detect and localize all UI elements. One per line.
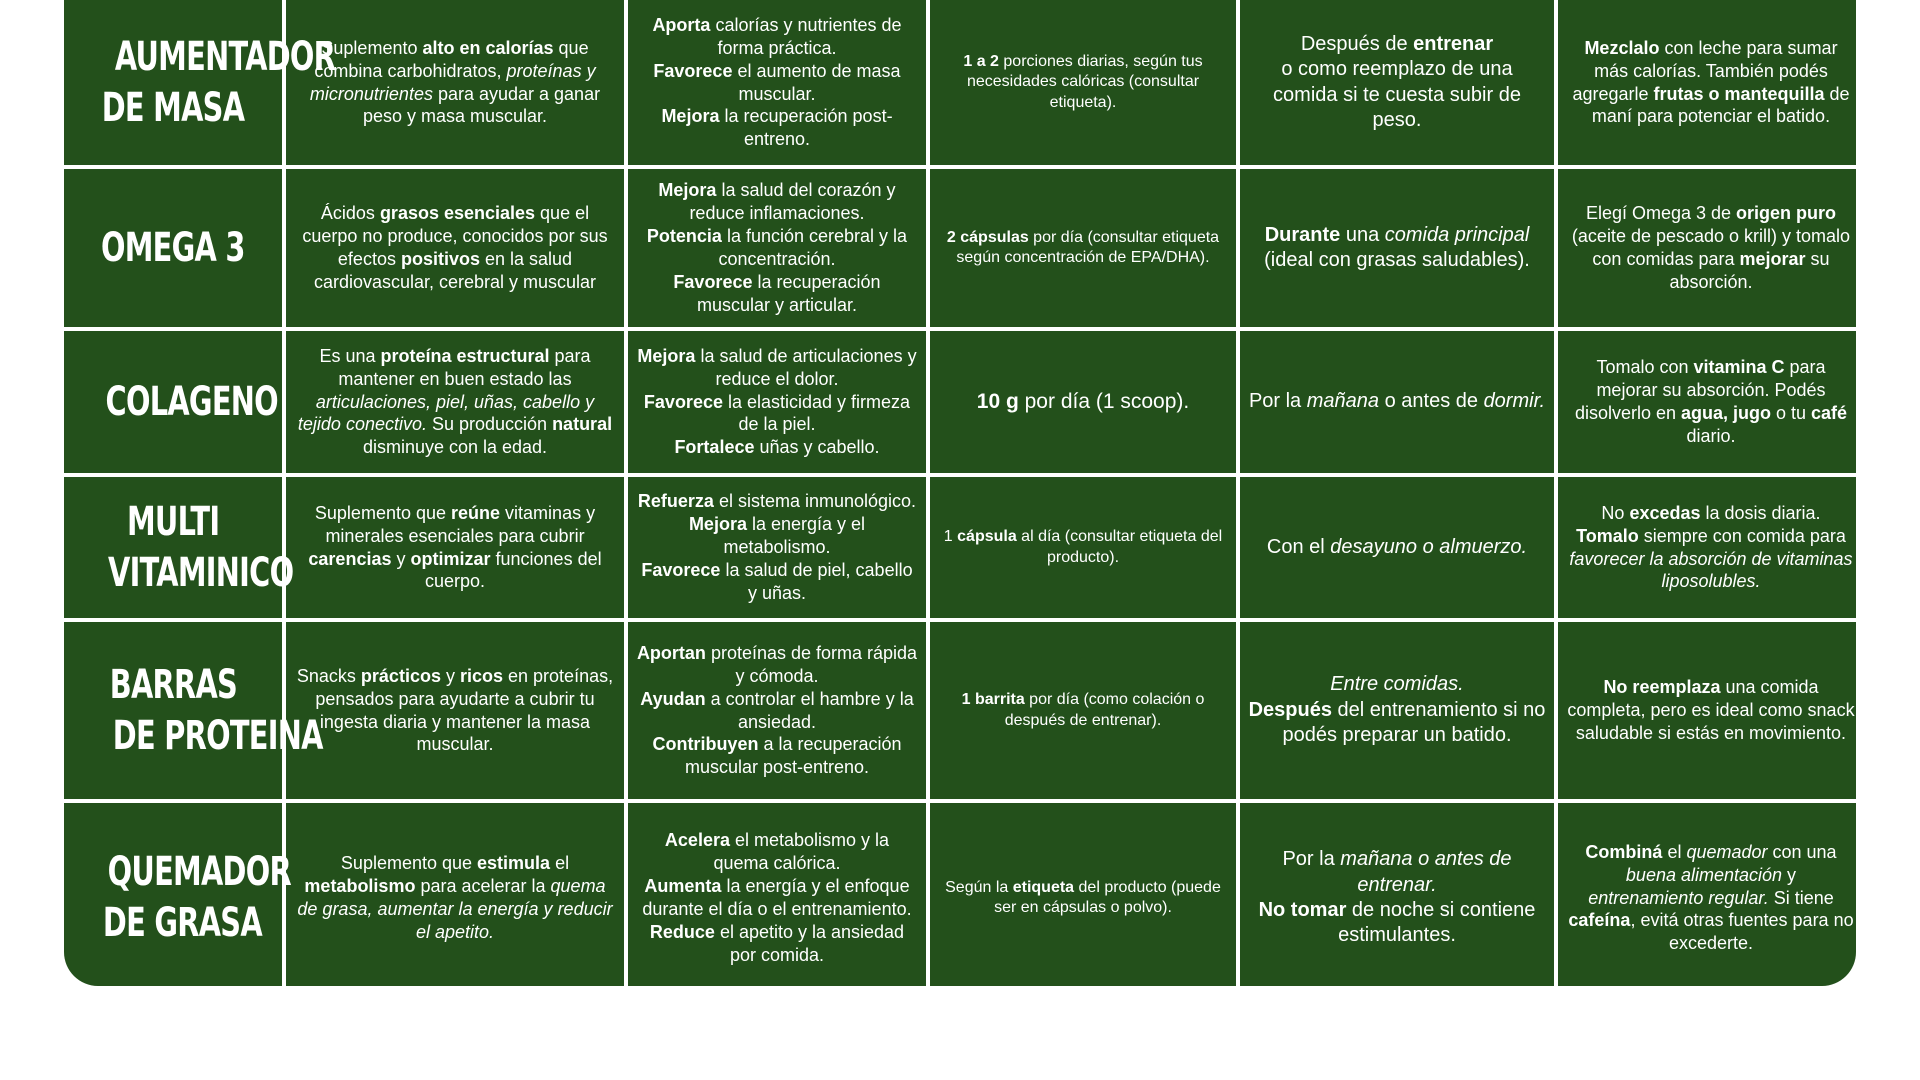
text-run: por día (1 scoop).	[1018, 389, 1190, 413]
text-run: mejorar	[1739, 249, 1806, 269]
text-run: que el cuerpo no produce, conocidos por sus efectos	[302, 203, 608, 269]
text-run: uñas y cabello.	[754, 437, 880, 458]
supplement-name-cell	[64, 622, 323, 799]
cell-line	[294, 345, 616, 459]
supplement-name-cell	[64, 803, 291, 986]
cell-line	[1566, 37, 1856, 128]
text-run: Durante	[1264, 223, 1341, 246]
cell-line	[1566, 525, 1856, 594]
description-cell	[286, 803, 624, 986]
table-row-quemador-de-grasa	[64, 803, 1856, 986]
text-run: la salud del corazón y reduce inflamaciones.	[689, 180, 896, 224]
benefits-cell	[628, 477, 926, 618]
text-run: proteínas de forma rápida y cómoda.	[705, 642, 918, 686]
supplement-name-cell	[64, 0, 336, 165]
cell-line	[636, 105, 918, 151]
cell-line	[636, 60, 918, 106]
benefits-cell	[628, 622, 926, 799]
table-row-colageno	[64, 331, 1856, 473]
text-run: para mejorar su absorción. Podés disolverlo en	[1574, 357, 1826, 423]
timing-cell	[1240, 622, 1554, 799]
text-run: Acelera	[664, 830, 730, 851]
cell-line	[636, 875, 918, 921]
text-run: Refuerza	[637, 491, 714, 512]
text-run: entrenar	[1413, 32, 1494, 55]
text-run: Favorece	[653, 60, 733, 81]
text-run: Potencia	[646, 226, 722, 247]
tips-cell	[1558, 803, 1856, 986]
supplement-name-text: BARRAS	[109, 661, 237, 708]
cell-line	[294, 37, 616, 128]
cell-line	[636, 559, 918, 605]
text-run: el sistema inmunológico.	[713, 491, 917, 512]
text-run: proteína estructural	[380, 345, 550, 366]
cell-line	[636, 829, 918, 875]
text-run: la salud de piel, cabello y uñas.	[720, 559, 913, 603]
text-run: comida principal	[1384, 223, 1530, 246]
text-run: del entrenamiento si no podés preparar un batido.	[1282, 698, 1546, 747]
text-run: Si tiene	[1768, 887, 1834, 908]
cell-line	[636, 642, 918, 688]
text-run: (ideal con grasas saludables).	[1264, 249, 1530, 271]
supplement-name-text: MULTI	[126, 498, 220, 545]
supplement-name-cell	[64, 331, 282, 473]
cell-line	[1248, 223, 1546, 274]
cell-line	[636, 225, 918, 271]
cell-line	[1566, 676, 1856, 745]
text-run: del producto (puede ser en cápsulas o polvo).	[994, 878, 1221, 916]
timing-cell	[1240, 0, 1554, 165]
text-run: o tu	[1771, 403, 1812, 423]
text-run: Aportan	[636, 642, 706, 663]
text-run: favorecer la absorción de vitaminas liposolubles.	[1569, 548, 1853, 592]
timing-cell	[1240, 331, 1554, 473]
text-run: 10 g	[976, 389, 1019, 413]
supplement-name-line	[72, 660, 274, 711]
text-run: natural	[552, 414, 613, 435]
text-run: y	[391, 548, 411, 569]
text-run: a controlar el hambre y la ansiedad.	[705, 688, 914, 732]
cell-line	[938, 389, 1228, 416]
supplement-table	[64, 0, 1856, 986]
supplement-table-body	[64, 0, 1856, 986]
text-run: 1 barrita	[961, 691, 1025, 709]
description-cell	[286, 477, 624, 618]
supplement-name-line	[72, 377, 278, 428]
text-run: (aceite de pescado o krill) y tomalo con comidas para	[1571, 226, 1851, 269]
text-run: Combiná	[1585, 841, 1663, 862]
cell-line	[1248, 698, 1546, 749]
supplement-name-cell	[64, 477, 294, 618]
text-run: una	[1340, 223, 1385, 246]
text-run: Aporta	[652, 14, 711, 35]
text-run: de maní para potenciar el batido.	[1591, 83, 1850, 127]
text-run: por día (consultar etiqueta según concentración de EPA/DHA).	[956, 228, 1220, 266]
supplement-name-text: QUEMADOR	[107, 849, 291, 896]
text-run: reúne	[451, 502, 501, 523]
supplement-name-line	[72, 32, 336, 83]
text-run: cafeína	[1568, 910, 1631, 931]
text-run: No reemplaza	[1603, 677, 1721, 698]
text-run: quemador	[1686, 841, 1768, 862]
text-run: la salud de articulaciones y reduce el dolor.	[695, 345, 917, 389]
text-run: Reduce	[649, 921, 715, 942]
tips-cell	[1558, 0, 1856, 165]
text-run: , evitá otras fuentes para no excederte.	[1630, 910, 1854, 954]
text-run: dormir.	[1483, 390, 1546, 413]
cell-line	[1248, 57, 1546, 133]
dose-cell	[930, 803, 1236, 986]
tips-cell	[1558, 622, 1856, 799]
benefits-cell	[628, 803, 926, 986]
text-run: la elasticidad y firmeza de la piel.	[722, 391, 911, 435]
text-run: el metabolismo y la quema calórica.	[713, 830, 890, 874]
text-run: café	[1811, 403, 1848, 423]
description-cell	[286, 622, 624, 799]
cell-line	[1248, 32, 1546, 57]
text-run: articulaciones, piel, uñas, cabello y tejido conectivo.	[297, 391, 595, 435]
text-run: Ácidos	[320, 203, 380, 224]
text-run: a la recuperación muscular post-entreno.	[684, 734, 902, 778]
cell-line	[938, 878, 1228, 919]
supplement-name-line	[72, 548, 294, 599]
tips-cell	[1558, 169, 1856, 327]
text-run: Tomalo con	[1596, 357, 1694, 378]
cell-line	[636, 921, 918, 967]
text-run: Favorece	[641, 559, 721, 580]
description-cell	[286, 169, 624, 327]
text-run: calorías y nutrientes de forma práctica.	[710, 14, 902, 58]
cell-line	[636, 688, 918, 734]
text-run: con una	[1767, 841, 1837, 862]
benefits-cell	[628, 0, 926, 165]
supplement-table-container	[64, 0, 1856, 986]
text-run: ricos	[459, 665, 504, 686]
text-run: Suplemento	[321, 37, 423, 58]
text-run: desayuno o almuerzo.	[1330, 535, 1528, 558]
cell-line	[294, 852, 616, 943]
supplement-name-cell	[64, 169, 282, 327]
text-run: etiqueta	[1012, 878, 1075, 896]
text-run: estimula	[477, 853, 551, 874]
text-run: mañana	[1306, 390, 1380, 413]
cell-line	[636, 391, 918, 437]
supplement-name-line	[72, 83, 274, 134]
text-run: frutas o mantequilla	[1653, 83, 1825, 104]
text-run: siempre con comida para	[1638, 525, 1846, 546]
cell-line	[1566, 202, 1856, 293]
text-run: o antes de	[1379, 390, 1484, 413]
text-run: Mejora	[658, 180, 717, 201]
text-run: Fortalece	[674, 437, 755, 458]
text-run: Mejora	[637, 345, 696, 366]
text-run: la recuperación muscular y articular.	[696, 271, 881, 315]
text-run: Entre comidas.	[1330, 673, 1464, 696]
description-cell	[286, 331, 624, 473]
timing-cell	[1240, 169, 1554, 327]
supplement-name-text: DE GRASA	[102, 900, 262, 946]
text-run: mañana o antes de entrenar.	[1340, 848, 1512, 896]
cell-line	[1566, 356, 1856, 447]
text-run: Después de	[1300, 32, 1414, 55]
text-run: el	[1662, 841, 1687, 862]
cell-line	[636, 490, 918, 513]
cell-line	[1248, 672, 1546, 697]
cell-line	[294, 502, 616, 593]
table-row-omega-3	[64, 169, 1856, 327]
cell-line	[636, 733, 918, 779]
text-run: buena alimentación	[1625, 864, 1783, 885]
table-row-barras-de-proteina	[64, 622, 1856, 799]
text-run: de noche si contiene estimulantes.	[1338, 899, 1536, 947]
cell-line	[938, 228, 1228, 269]
text-run: diario.	[1686, 425, 1736, 446]
text-run: Snacks	[296, 665, 361, 686]
text-run: porciones diarias, según tus necesidades calóricas (consultar etiqueta).	[966, 53, 1203, 111]
text-run: la energía y el metabolismo.	[723, 514, 866, 558]
dose-cell	[930, 622, 1236, 799]
text-run: Por la	[1282, 848, 1341, 871]
supplement-name-text: DE MASA	[101, 84, 245, 131]
text-run: para acelerar la	[415, 876, 551, 897]
cell-line	[636, 513, 918, 559]
text-run: cápsula	[957, 528, 1017, 546]
text-run: vitamina C	[1693, 357, 1785, 378]
supplement-name-text: DE PROTEINA	[112, 712, 323, 759]
text-run: la recuperación post-entreno.	[719, 106, 893, 150]
text-run: su absorción.	[1669, 249, 1830, 292]
tips-cell	[1558, 331, 1856, 473]
text-run: prácticos	[360, 665, 441, 686]
text-run: Elegí Omega 3 de	[1585, 203, 1737, 224]
text-run: la función cerebral y la concentración.	[718, 226, 908, 269]
text-run: Después	[1248, 698, 1332, 721]
text-run: Su producción	[426, 414, 553, 435]
text-run: Ayudan	[640, 688, 706, 709]
supplement-name-line	[72, 898, 274, 949]
timing-cell	[1240, 803, 1554, 986]
text-run: origen puro	[1736, 203, 1837, 224]
description-cell	[286, 0, 624, 165]
text-run: la energía y el enfoque durante el día o el entrenamiento.	[642, 876, 912, 919]
supplement-name-text: OMEGA 3	[101, 224, 245, 271]
text-run: optimizar	[410, 548, 491, 569]
text-run: grasos esenciales	[379, 203, 536, 224]
cell-line	[636, 14, 918, 60]
text-run: 1 a 2	[963, 53, 999, 71]
text-run: para mantener en buen estado las	[338, 345, 591, 389]
supplement-name-line	[72, 497, 274, 548]
text-run: 2 cápsulas	[946, 228, 1029, 246]
text-run: el	[550, 853, 570, 874]
text-run: entrenamiento regular.	[1588, 887, 1769, 908]
text-run: Por la	[1248, 390, 1307, 413]
cell-line	[1248, 389, 1546, 414]
text-run: Mezclalo	[1584, 37, 1660, 58]
text-run: excedas	[1629, 502, 1701, 523]
text-run: agua, jugo	[1681, 403, 1771, 423]
supplement-name-text: AUMENTADOR	[114, 33, 336, 80]
text-run: una comida completa, pero es ideal como snack saludable si estás en movimiento.	[1567, 677, 1855, 743]
text-run: carencias	[308, 548, 392, 569]
text-run: Suplemento que	[340, 853, 478, 874]
text-run: Favorece	[643, 391, 723, 412]
supplement-name-line	[72, 223, 274, 274]
text-run: el apetito y la ansiedad por comida.	[714, 921, 905, 965]
text-run: al día (consultar etiqueta del producto).	[1016, 528, 1223, 566]
cell-line	[636, 179, 918, 225]
text-run: No	[1601, 502, 1630, 523]
tips-cell	[1558, 477, 1856, 618]
dose-cell	[930, 169, 1236, 327]
text-run: Mejora	[661, 106, 720, 127]
cell-line	[1248, 847, 1546, 898]
text-run: y	[440, 665, 460, 686]
supplement-name-line	[72, 847, 291, 898]
table-row-aumentador-de-masa	[64, 0, 1856, 165]
text-run: alto en calorías	[422, 37, 554, 58]
text-run: Con el	[1266, 535, 1331, 558]
text-run: en proteínas, pensados para ayudarte a cubrir tu ingesta diaria y mantener la masa muscular.	[315, 665, 614, 755]
text-run: Es una	[319, 345, 381, 366]
cell-line	[938, 690, 1228, 731]
dose-cell	[930, 331, 1236, 473]
text-run: 1	[943, 528, 958, 546]
text-run: Mejora	[688, 514, 747, 535]
text-run: por día (como colación o después de entrenar).	[1004, 691, 1205, 729]
cell-line	[636, 436, 918, 459]
text-run: o como reemplazo de una comida si te cuesta subir de peso.	[1273, 58, 1521, 131]
text-run: Suplemento que	[314, 502, 452, 523]
cell-line	[1566, 841, 1856, 955]
supplement-name-text: COLAGENO	[105, 378, 278, 425]
supplement-name-line	[72, 711, 323, 762]
cell-line	[1248, 535, 1546, 560]
text-run: con leche para sumar más calorías. También podés agregarle	[1572, 37, 1838, 104]
supplement-name-text: VITAMINICO	[108, 549, 294, 596]
text-run: Aumenta	[644, 876, 722, 897]
text-run: y	[1782, 864, 1797, 885]
text-run: para ayudar a ganar peso y masa muscular.	[362, 83, 601, 127]
text-run: Contribuyen	[652, 734, 759, 755]
cell-line	[636, 271, 918, 317]
text-run: proteínas y micronutrientes	[309, 60, 596, 104]
cell-line	[294, 665, 616, 756]
text-run: quema de grasa, aumentar la energía y reducir el apetito.	[297, 876, 613, 942]
text-run: metabolismo	[304, 876, 416, 897]
dose-cell	[930, 0, 1236, 165]
timing-cell	[1240, 477, 1554, 618]
text-run: el aumento de masa muscular.	[732, 60, 901, 104]
cell-line	[1566, 502, 1856, 525]
text-run: Tomalo	[1576, 525, 1639, 546]
text-run: vitaminas y minerales esenciales para cubrir	[325, 502, 596, 546]
dose-cell	[930, 477, 1236, 618]
text-run: disminuye con la edad.	[362, 437, 548, 458]
cell-line	[938, 527, 1228, 568]
text-run: No tomar	[1258, 899, 1347, 921]
text-run: Favorece	[673, 271, 753, 292]
cell-line	[938, 52, 1228, 113]
cell-line	[294, 202, 616, 293]
text-run: en la salud cardiovascular, cerebral y muscular	[313, 249, 597, 292]
text-run: positivos	[400, 249, 480, 269]
table-row-multi-vitaminico	[64, 477, 1856, 618]
text-run: la dosis diaria.	[1700, 502, 1821, 523]
benefits-cell	[628, 331, 926, 473]
cell-line	[636, 345, 918, 391]
text-run: Según la	[945, 878, 1013, 896]
benefits-cell	[628, 169, 926, 327]
cell-line	[1248, 898, 1546, 949]
text-run: que combina carbohidratos,	[314, 37, 589, 81]
text-run: funciones del cuerpo.	[424, 548, 602, 592]
